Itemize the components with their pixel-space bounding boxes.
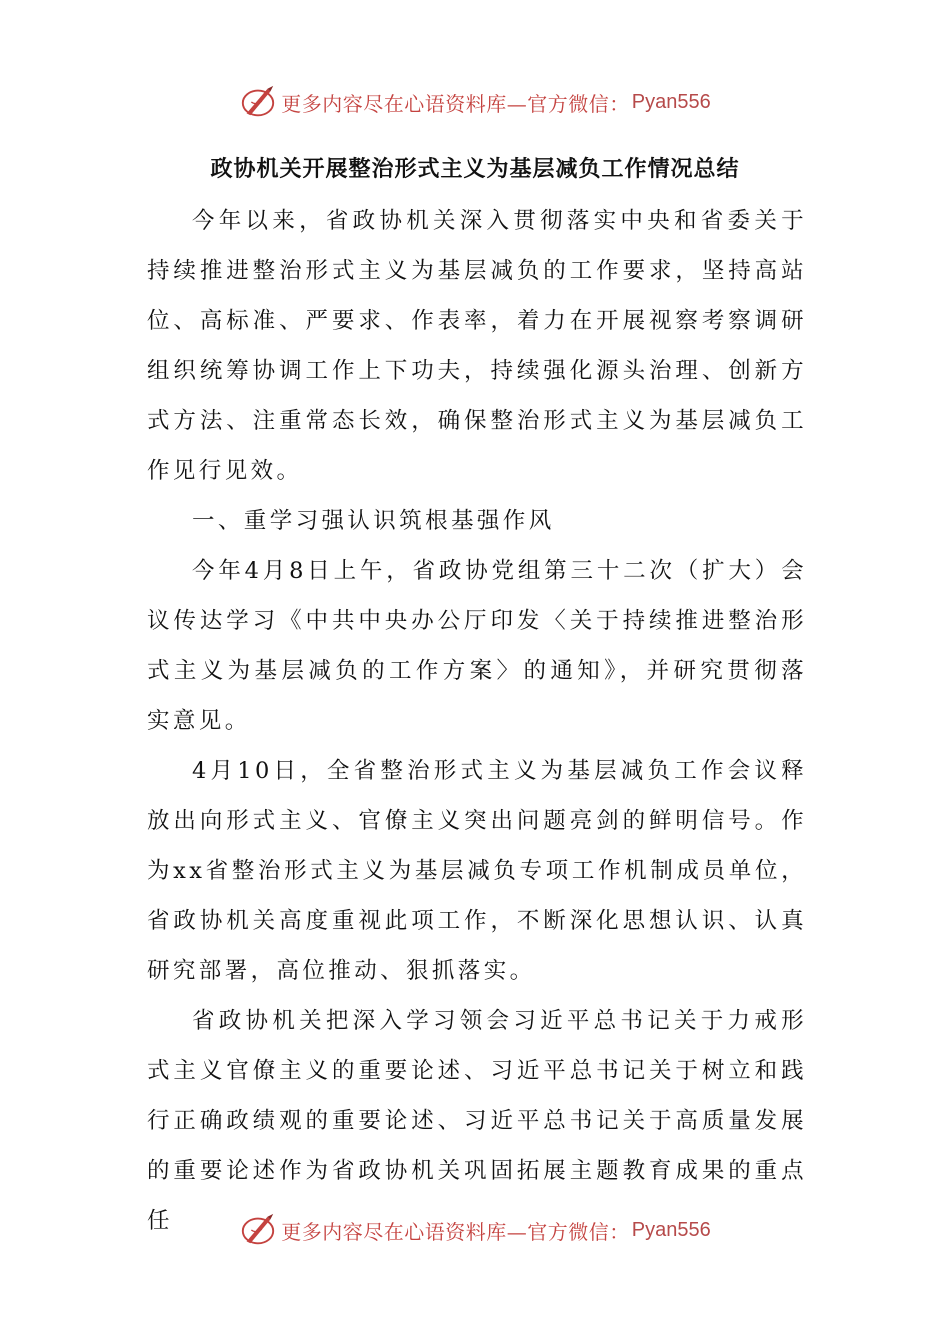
watermark-banner-top — [0, 82, 950, 122]
banner-wechat-id: Pyan556 — [631, 90, 711, 113]
watermark-banner-bottom — [0, 1210, 950, 1250]
banner-text: 更多内容尽在心语资料库—官方微信： — [281, 91, 630, 116]
banner-text: 更多内容尽在心语资料库—官方微信： — [281, 1219, 630, 1244]
quill-pen-logo-icon — [239, 1211, 277, 1249]
document-body — [147, 196, 807, 1246]
paragraph-intro: 今年以来，省政协机关深入贯彻落实中央和省委关于持续推进整治形式主义为基层减负的工作要求，坚持高站位、高标准、严要求、作表率，着力在开展视察考察调研组织统筹协调工作上下功夫，持续强化源头治理、创新方式方法、注重常态长效，确保整治形式主义为基层减负工作见行见效。 — [147, 208, 807, 484]
quill-pen-logo-icon — [239, 83, 277, 121]
paragraph: 省政协机关把深入学习领会习近平总书记关于力戒形式主义官僚主义的重要论述、习近平总书记关于树立和践行正确政绩观的重要论述、习近平总书记关于高质量发展的重要论述作为省政协机关巩固拓展主题教育成果的重点任 — [147, 1008, 807, 1234]
banner-wechat-id: Pyan556 — [631, 1218, 711, 1241]
paragraph: 4月10日，全省整治形式主义为基层减负工作会议释放出向形式主义、官僚主义突出问题亮剑的鲜明信号。作为xx省整治形式主义为基层减负专项工作机制成员单位，省政协机关高度重视此项工作，不断深化思想认识、认真研究部署，高位推动、狠抓落实。 — [147, 758, 807, 984]
paragraph: 今年4月8日上午，省政协党组第三十二次（扩大）会议传达学习《中共中央办公厅印发〈关于持续推进整治形式主义为基层减负的工作方案〉的通知》，并研究贯彻落实意见。 — [147, 558, 807, 734]
document-title: 政协机关开展整治形式主义为基层减负工作情况总结 — [210, 157, 740, 182]
section-heading: 一、重学习强认识筑根基强作风 — [192, 508, 555, 534]
